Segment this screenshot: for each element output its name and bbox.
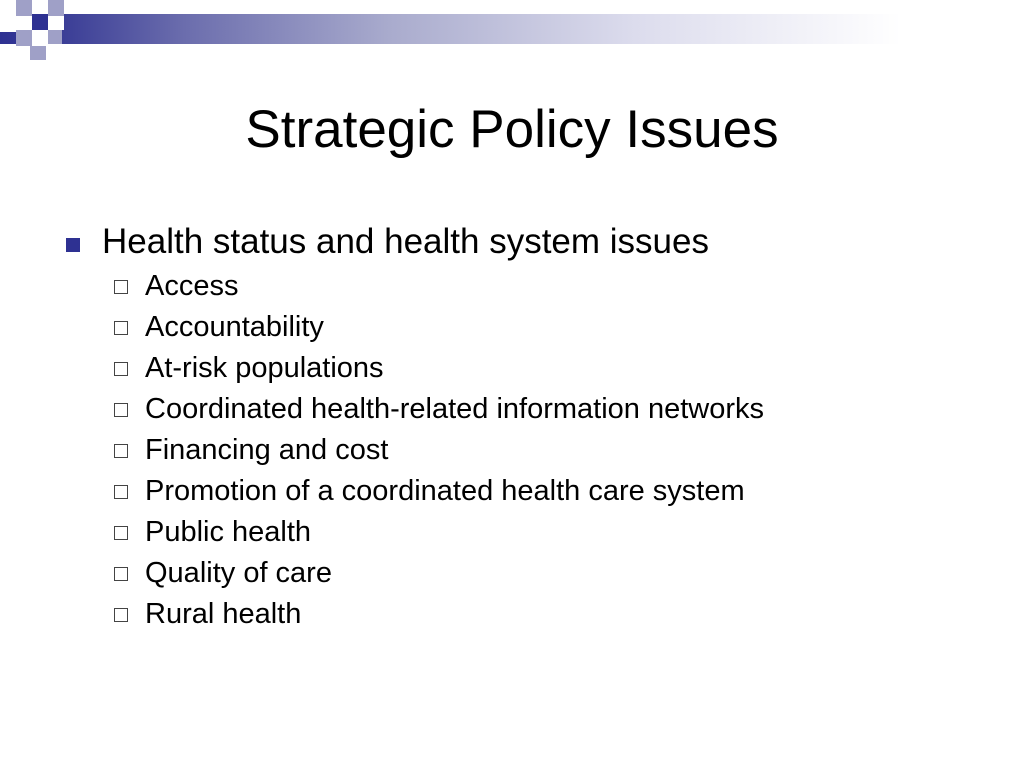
corner-square <box>48 16 64 30</box>
hollow-square-bullet-icon <box>114 608 128 622</box>
main-bullet-item <box>62 219 982 269</box>
sub-bullet-text: Quality of care <box>145 557 332 589</box>
corner-square <box>32 30 48 44</box>
corner-square <box>0 16 16 32</box>
corner-square <box>16 16 32 30</box>
sub-bullet-text: Coordinated health-related information networks <box>145 393 765 425</box>
hollow-square-bullet-icon <box>114 280 128 294</box>
corner-square <box>16 30 32 46</box>
filled-square-bullet-icon <box>66 238 80 252</box>
corner-square <box>64 0 78 14</box>
corner-square <box>32 14 48 30</box>
sub-bullet-text: Rural health <box>145 598 302 630</box>
slide-body <box>62 219 982 630</box>
hollow-square-bullet-icon <box>114 444 128 458</box>
header-gradient-band <box>0 14 1024 44</box>
sub-bullet-text: At-risk populations <box>145 352 384 384</box>
sub-bullet-text: Public health <box>145 516 312 548</box>
sub-bullet-text: Access <box>145 270 239 302</box>
sub-bullet-text: Accountability <box>145 311 324 343</box>
corner-square <box>48 30 62 44</box>
corner-square <box>30 46 46 60</box>
sub-bullet-text: Promotion of a coordinated health care system <box>145 475 745 507</box>
corner-square <box>16 0 32 16</box>
hollow-square-bullet-icon <box>114 403 128 417</box>
main-bullet-text: Health status and health system issues <box>102 222 709 261</box>
slide-title: Strategic Policy Issues <box>245 100 779 159</box>
sub-bullet-text: Financing and cost <box>145 434 389 466</box>
hollow-square-bullet-icon <box>114 526 128 540</box>
corner-square <box>0 44 16 60</box>
hollow-square-bullet-icon <box>114 485 128 499</box>
corner-square <box>0 0 16 16</box>
corner-square <box>48 0 64 16</box>
hollow-square-bullet-icon <box>114 567 128 581</box>
hollow-square-bullet-icon <box>114 362 128 376</box>
hollow-square-bullet-icon <box>114 321 128 335</box>
